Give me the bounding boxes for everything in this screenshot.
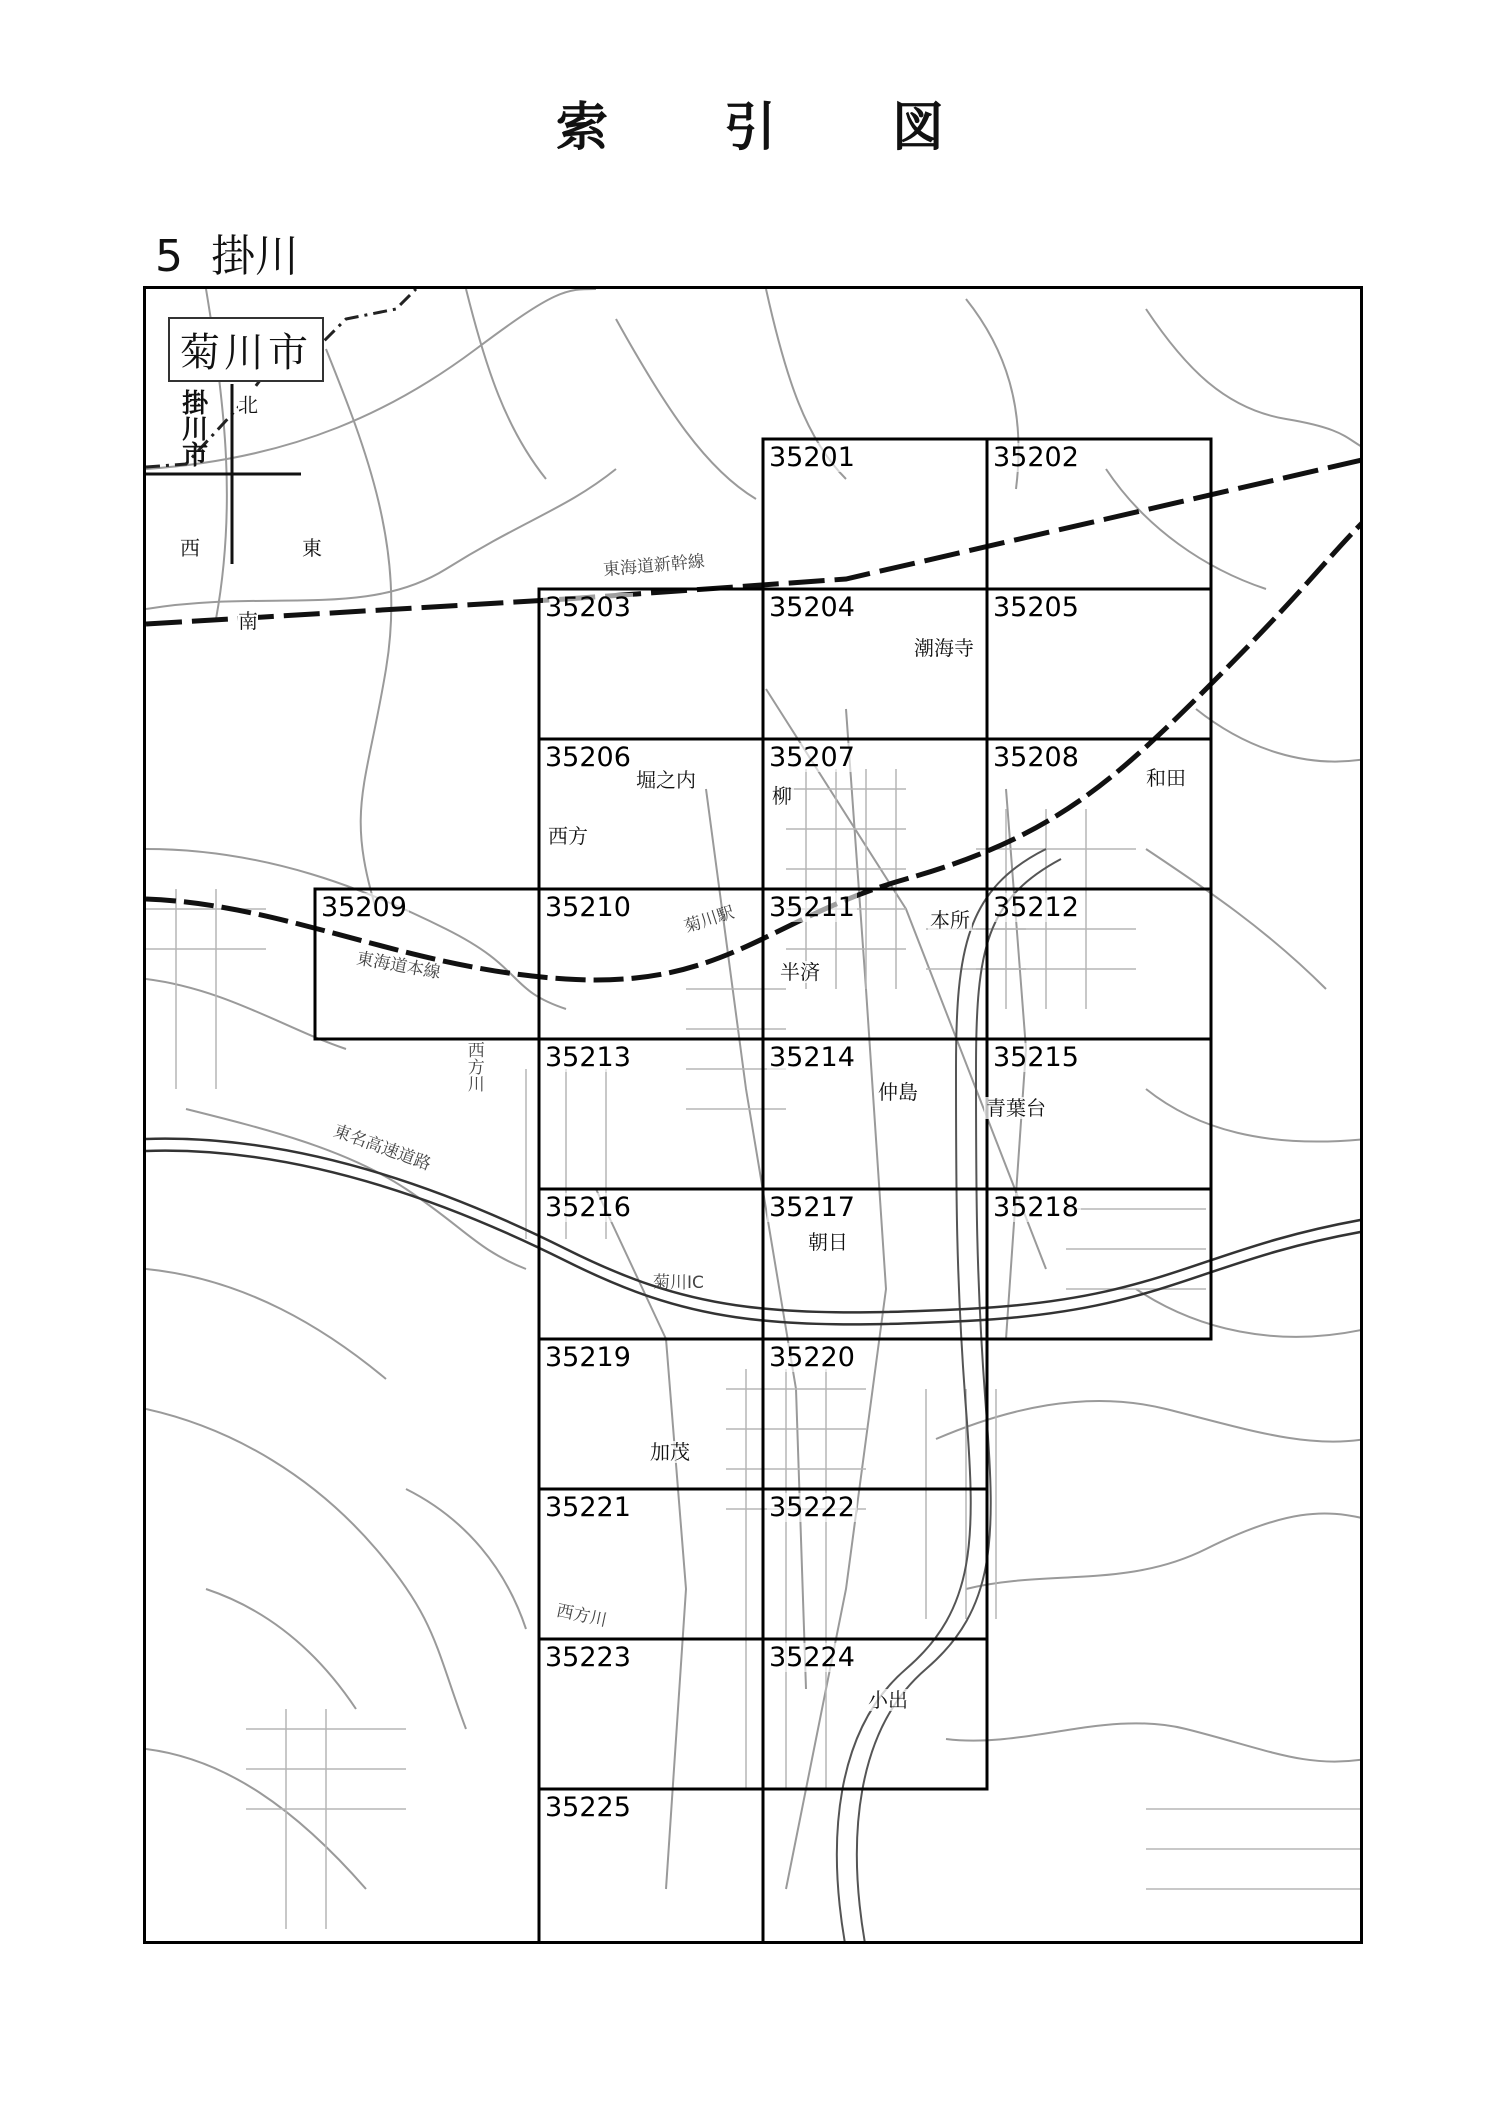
label-expressway: 東名高速道路 bbox=[330, 1121, 434, 1175]
tile-35220[interactable]: 35220 bbox=[769, 1342, 855, 1373]
place-honjo: 本所 bbox=[930, 908, 970, 932]
tile-35205[interactable]: 35205 bbox=[993, 592, 1079, 623]
label-kikugawa-station: 菊川駅 bbox=[682, 902, 737, 938]
tile-35218[interactable]: 35218 bbox=[993, 1192, 1079, 1223]
map-canvas bbox=[146, 289, 1363, 1944]
neighbor-city-label: 掛川市 bbox=[177, 389, 208, 467]
place-horinouchi: 堀之内 bbox=[636, 768, 696, 792]
place-nakajima: 仲島 bbox=[878, 1080, 918, 1104]
place-asahi: 朝日 bbox=[808, 1230, 848, 1254]
tile-35210[interactable]: 35210 bbox=[545, 892, 631, 923]
title-char-1: 索 bbox=[555, 98, 608, 158]
tile-35223[interactable]: 35223 bbox=[545, 1642, 631, 1673]
tile-35217[interactable]: 35217 bbox=[769, 1192, 855, 1223]
tile-35212[interactable]: 35212 bbox=[993, 892, 1079, 923]
tile-35202[interactable]: 35202 bbox=[993, 442, 1079, 473]
place-aobadai: 青葉台 bbox=[986, 1096, 1046, 1120]
tile-35211[interactable]: 35211 bbox=[769, 892, 855, 923]
tile-35206[interactable]: 35206 bbox=[545, 742, 631, 773]
label-kikugawa-ic: 菊川IC bbox=[653, 1273, 704, 1293]
place-nishikata: 西方 bbox=[548, 824, 588, 848]
tile-35225[interactable]: 35225 bbox=[545, 1792, 631, 1823]
tile-35209[interactable]: 35209 bbox=[321, 892, 407, 923]
index-map bbox=[143, 286, 1363, 1944]
section-title bbox=[155, 220, 299, 284]
tile-35208[interactable]: 35208 bbox=[993, 742, 1079, 773]
label-nishikata-river: 西方川 bbox=[554, 1600, 609, 1632]
river bbox=[837, 849, 1061, 1944]
place-koide: 小出 bbox=[868, 1688, 908, 1712]
tile-35203[interactable]: 35203 bbox=[545, 592, 631, 623]
road-network bbox=[146, 289, 1363, 1889]
expressway bbox=[146, 1139, 1363, 1325]
label-main-line: 東海道本線 bbox=[354, 948, 443, 984]
compass-south-label: 南 bbox=[238, 605, 258, 634]
tile-35224[interactable]: 35224 bbox=[769, 1642, 855, 1673]
tile-35201[interactable]: 35201 bbox=[769, 442, 855, 473]
tile-35215[interactable]: 35215 bbox=[993, 1042, 1079, 1073]
compass-east-label: 東 bbox=[302, 532, 322, 561]
label-nishikata-river-upper: 西方川 bbox=[463, 1041, 484, 1092]
place-chokaiji: 潮海寺 bbox=[914, 636, 974, 660]
compass-west-label: 西 bbox=[180, 532, 200, 561]
tile-35213[interactable]: 35213 bbox=[545, 1042, 631, 1073]
tile-35221[interactable]: 35221 bbox=[545, 1492, 631, 1523]
page-title bbox=[0, 85, 1500, 160]
tile-35207[interactable]: 35207 bbox=[769, 742, 855, 773]
label-shinkansen: 東海道新幹線 bbox=[602, 551, 706, 581]
tile-35219[interactable]: 35219 bbox=[545, 1342, 631, 1373]
tile-grid bbox=[315, 439, 1211, 1943]
compass-north-label: 北 bbox=[238, 389, 258, 418]
place-yanagi: 柳 bbox=[772, 784, 792, 808]
place-kamo: 加茂 bbox=[650, 1440, 690, 1464]
section-name: 掛川 bbox=[211, 231, 299, 282]
place-hanzumi: 半済 bbox=[780, 960, 820, 984]
tile-35216[interactable]: 35216 bbox=[545, 1192, 631, 1223]
tile-35222[interactable]: 35222 bbox=[769, 1492, 855, 1523]
section-number: 5 bbox=[155, 231, 183, 282]
title-char-3: 図 bbox=[892, 98, 945, 158]
tile-35214[interactable]: 35214 bbox=[769, 1042, 855, 1073]
place-wada: 和田 bbox=[1146, 766, 1186, 790]
title-char-2: 引 bbox=[723, 98, 776, 158]
city-name-label: 菊川市 bbox=[168, 317, 324, 382]
tile-35204[interactable]: 35204 bbox=[769, 592, 855, 623]
